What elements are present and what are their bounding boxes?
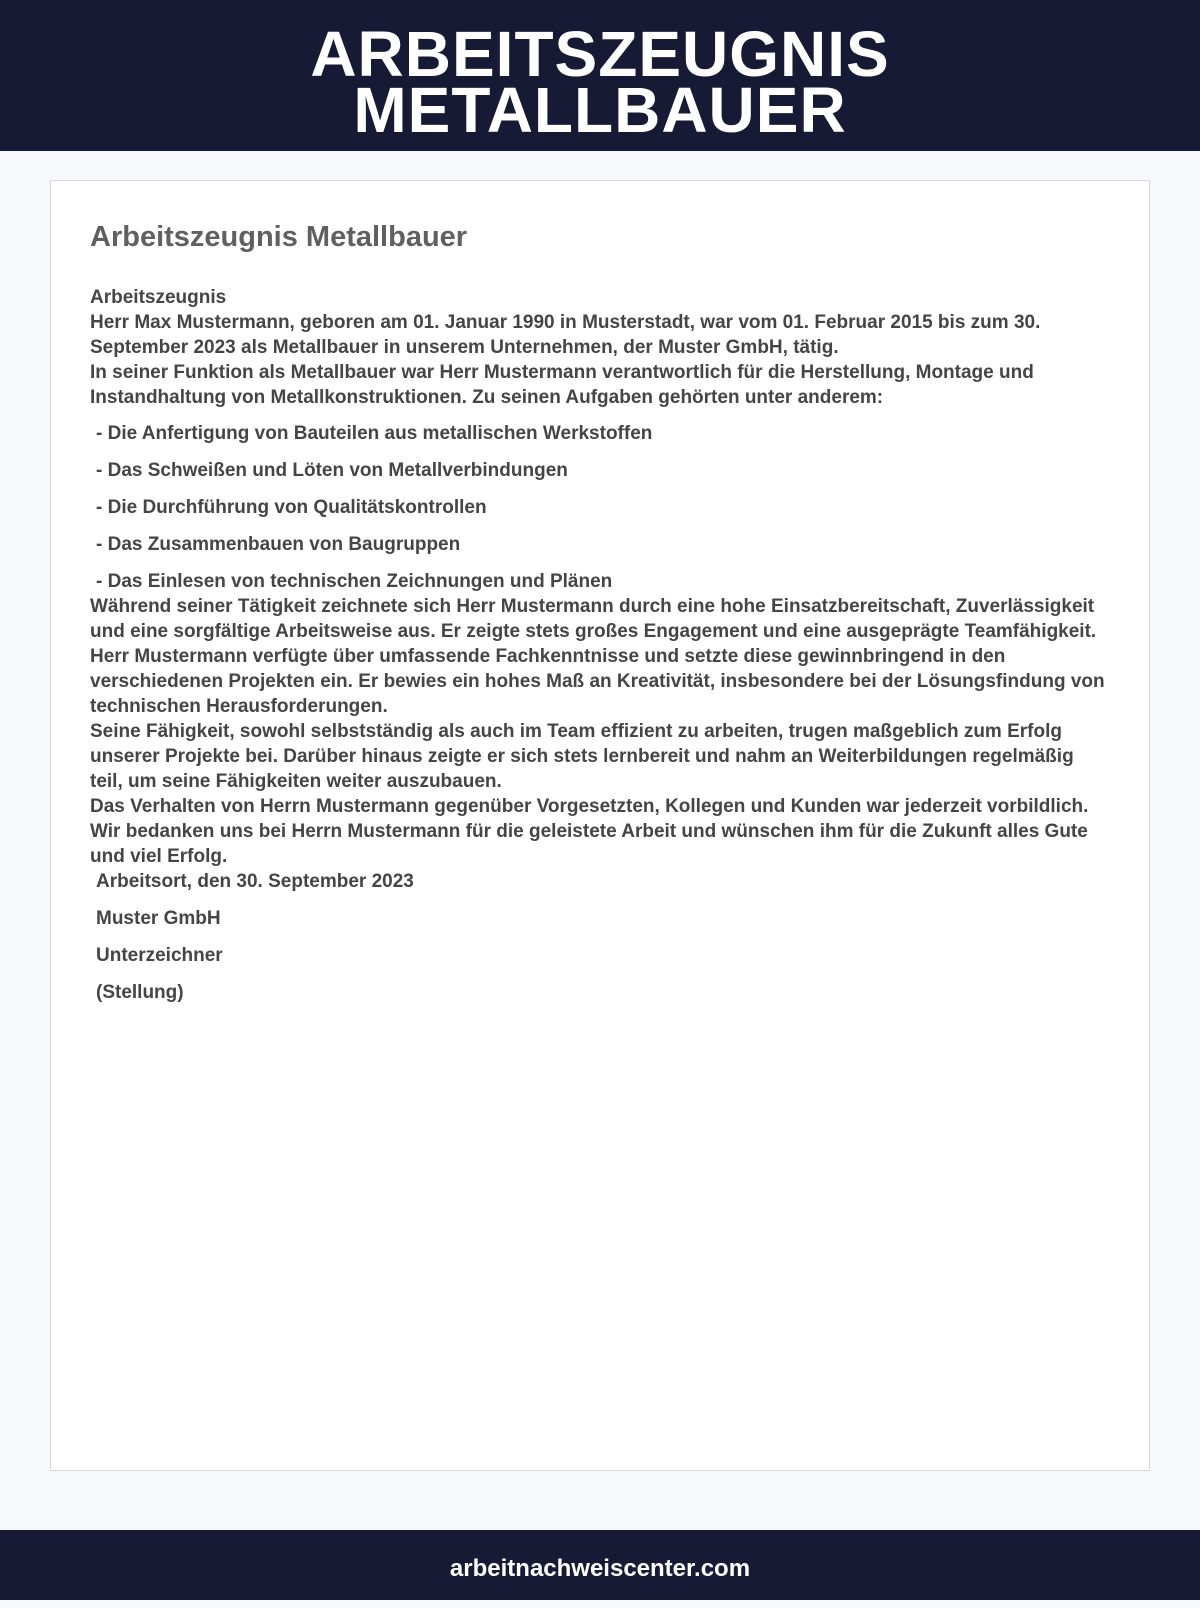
document-heading: Arbeitszeugnis — [90, 287, 227, 308]
signature-place-date: Arbeitsort, den 30. September 2023 — [96, 871, 414, 892]
list-item: - Die Durchführung von Qualitätskontrollen — [96, 497, 487, 518]
list-item: - Die Anfertigung von Bauteilen aus metallischen Werkstoffen — [96, 423, 653, 444]
closing-paragraph: Wir bedanken uns bei Herrn Mustermann für die geleistete Arbeit und wünschen ihm für die Zukunft alles Gute und viel Erfolg. — [90, 821, 1088, 867]
header-title-line-2: METALLBAUER — [353, 74, 847, 146]
header-title-line-1: ARBEITSZEUGNIS — [310, 18, 890, 90]
footer-site-link[interactable]: arbeitnachweiscenter.com — [449, 1555, 751, 1582]
function-paragraph: In seiner Funktion als Metallbauer war Herr Mustermann verantwortlich für die Herstellung, Montage und Instandhaltung von Metallkonstruktionen. Zu seinen Aufgaben gehörten unter anderem: — [90, 362, 1034, 408]
document-card — [50, 180, 1150, 1471]
knowledge-paragraph: Herr Mustermann verfügte über umfassende Fachkenntnisse und setzte diese gewinnbringend in den verschiedenen Projekten ein. Er bewies ein hohes Maß an Kreativität, insbesondere bei der Lösungsfindung von technischen Herausforderungen. — [90, 646, 1105, 717]
page-footer — [0, 1530, 1200, 1600]
signature-company: Muster GmbH — [96, 908, 221, 929]
performance-paragraph: Während seiner Tätigkeit zeichnete sich Herr Mustermann durch eine hohe Einsatzbereitschaft, Zuverlässigkeit und eine sorgfältige Arbeitsweise aus. Er zeigte stets großes Engagement und eine ausgeprägte Teamfähigkeit. — [90, 596, 1097, 642]
signature-position: (Stellung) — [96, 982, 184, 1003]
document-title: Arbeitszeugnis Metallbauer — [90, 221, 468, 253]
list-item: - Das Zusammenbauen von Baugruppen — [96, 534, 461, 555]
signature-signer: Unterzeichner — [96, 945, 223, 966]
page-header — [0, 0, 1200, 151]
intro-paragraph: Herr Max Mustermann, geboren am 01. Januar 1990 in Musterstadt, war vom 01. Februar 2015 bis zum 30. September 2023 als Metallbauer in unserem Unternehmen, der Muster GmbH, tätig. — [90, 312, 1041, 358]
task-list — [90, 421, 1110, 594]
conduct-paragraph: Das Verhalten von Herrn Mustermann gegenüber Vorgesetzten, Kollegen und Kunden war jederzeit vorbildlich. — [90, 796, 1089, 817]
list-item: - Das Schweißen und Löten von Metallverbindungen — [96, 460, 568, 481]
list-item: - Das Einlesen von technischen Zeichnungen und Plänen — [96, 571, 613, 592]
teamwork-paragraph: Seine Fähigkeit, sowohl selbstständig als auch im Team effizient zu arbeiten, trugen maßgeblich zum Erfolg unserer Projekte bei. Darüber hinaus zeigte er sich stets lernbereit und nahm an Weiterbildungen regelmäßig teil, um seine Fähigkeiten weiter auszubauen. — [90, 721, 1074, 792]
